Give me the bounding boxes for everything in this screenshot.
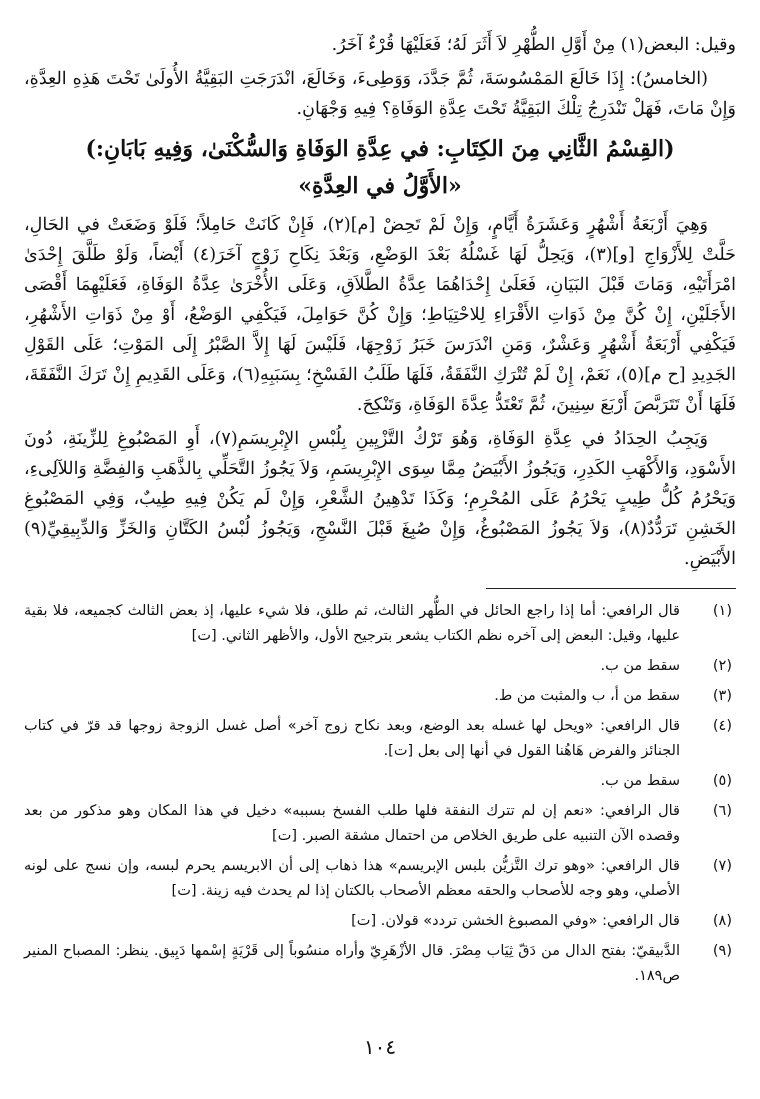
body-paragraph-1: وَهِيَ أَرْبَعَةُ أَشْهُرٍ وَعَشَرَةُ أَيَّامٍ، وَإِنْ لَمْ تَحِضْ [م](٢)، فَإِنْ كَانَتْ حَامِلاً؛ فَلَوْ وَضَعَتْ في الحَالِ، حَلَّتْ لِلأَزْوَاجِ [و](٣)، وَيَحِلُّ لَهَا غَسْلُهُ بَعْدَ الوَضْعِ، وَبَعْدَ نِكَاحِ زَوْجٍ آخَرَ(٤) أَيْضاً، وَلَوْ طَلَّقَ إِحْدَىٰ امْرَأَتَيْهِ، وَمَاتَ قَبْلَ البَيَانِ، فَعَلَىٰ إِحْدَاهُمَا عِدَّةُ الطَّلاَقِ، وَعَلَى الأُخْرَىٰ عِدَّةُ الوَفَاةِ، فَعَلَيْهِمَا أَقْصَى الأَجَلَيْنِ، إِنْ كُنَّ مِنْ ذَوَاتِ الأَقْرَاءِ لِلاحْتِيَاطِ؛ وَإِنْ كُنَّ حَوَامِلَ، فَيَكْفِي الوَضْعُ، أَوْ مِنْ ذَوَاتِ الأَشْهُرِ، فَيَكْفِي أَرْبَعَةُ أَشْهُرٍ وَعَشْرٌ، وَمَنِ انْدَرَسَ خَبَرُ زَوْجِهَا، فَلَيْسَ لَهَا إِلاَّ الصَّبْرُ إِلَى المَوْتِ؛ عَلَى القَوْلِ الجَدِيدِ [ح م](٥)، نَعَمْ، إِنْ لَمْ تُتْرَكِ النَّفَقَةُ، فَلَهَا طَلَبُ الفَسْخِ؛ بِسَبَبِهِ(٦)، وَعَلَى القَدِيمِ إِنْ تَرَكَ النَّفَقَةَ، فَلَهَا أَنْ تَتَرَبَّصَ أَرْبَعَ سِنِينَ، ثُمَّ تَعْتَدُّ عِدَّةَ الوَفَاةِ، وَتَنْكِحَ.	[24, 215, 736, 415]
page	[24, 30, 736, 1099]
footnotes	[24, 599, 736, 989]
footnote	[24, 599, 736, 649]
footnote-text: سقط من ب.	[600, 773, 680, 789]
section-heading: (القِسْمُ الثَّانِي مِنَ الكِتَابِ: في عِدَّةِ الوَفَاةِ وَالسُّكْنَىٰ، وَفِيهِ بَابَانِ:)	[85, 136, 675, 162]
footnote-text: قال الرافعي: «ويحل لها غسله بعد الوضع، وبعد نكاح زوج آخر» أصل غسل الزوجة زوجها قد قرّ في كتاب الجنائز والفرض هَاهُنا القول في أنها إلى بعل [ت].	[24, 718, 680, 759]
footnote-number: (٨)	[712, 913, 732, 929]
footnote	[24, 854, 736, 904]
paragraph-1: وقيل: البعض(١) مِنْ أَوَّلِ الطُّهْرِ لاَ أَثَرَ لَهُ؛ فَعَلَيْهَا قُرْءٌ آخَرُ.	[331, 35, 736, 55]
footnote-text: قال الرافعي: «نعم إن لم تترك النفقة فلها طلب الفسخ بسببه» دخيل في هذا المكان وهو مذكور من بعد وقصده الآن التنبيه على طريق الخلاص من احتمال مشقة الصبر. [ت]	[24, 803, 680, 844]
footnote-text: قال الرافعي: «وفي المصبوغ الخشن تردد» قولان. [ت]	[351, 913, 680, 929]
footnote-text: سقط من ب.	[600, 658, 680, 674]
footnote-text: قال الرافعي: «وهو ترك التَّزيُّن بلبس الإبريسم» هذا ذهاب إلى أن الابريسم يحرم لبسه، وإن نسج على لونه الأصلي، وهو وجه للأصحاب والحقه معظم الأصحاب بالكتان إذا لم يحدث فيه زينة. [ت]	[24, 858, 680, 899]
footnote-number: (٦)	[712, 803, 732, 819]
footnote	[24, 769, 736, 794]
footnote-separator	[486, 588, 736, 589]
footnote-number: (٤)	[712, 718, 732, 734]
body-paragraph-2: وَيَجِبُ الحِدَادُ في عِدَّةِ الوَفَاةِ، وَهُوَ تَرْكُ التَّزْيِينِ بِلُبْسِ الإِبْرِيسَمِ(٧)، أَوِ المَصْبُوغِ لِلزِّينَةِ، دُونَ الأَسْوَدِ، وَالأَكْهَبِ الكَدِرِ، وَيَجُوزُ الأَبْيَضُ مِمَّا سِوَى الإِبْرِيسَمِ، وَلاَ يَجُوزُ التَّحَلِّي بِالذَّهَبِ وَالفِضَّةِ وَاللآلِىءِ، وَيَحْرُمُ كُلُّ طِيبٍ يَحْرُمُ عَلَى المُحْرِمِ؛ وَكَذَا تَدْهِينُ الشَّعْرِ، وَإِنْ لَم يَكُنْ فِيهِ طِيبٌ، وَفِي المَصْبُوغِ الخَشِنِ تَرَدُّدٌ(٨)، وَلاَ يَجُوزُ المَصْبُوغُ، وَإِنْ صُبِغَ قَبْلَ النَّسْجِ، وَيَجُوزُ لُبْسُ الكَتَّانِ وَالخَزِّ وَالدِّبِيقِيِّ(٩) الأَبْيَضِ.	[24, 429, 736, 569]
footnote-number: (٧)	[712, 858, 732, 874]
footnote	[24, 714, 736, 764]
footnote	[24, 909, 736, 934]
footnote-number: (٢)	[712, 658, 732, 674]
page-number: ١٠٤	[363, 1035, 397, 1059]
footnote-number: (٣)	[712, 688, 732, 704]
footnote	[24, 684, 736, 709]
footnote-text: الدَّبيقيّ: بفتح الدال من دَقّ ثِيَاب مِصْرَ. قال الأزْهَرِيّ وأراه منسُوباً إلى قَرْيَةٍ إسْمها دَبِيق. ينظر: المصباح المنير ص١٨٩.	[24, 943, 680, 984]
footnote	[24, 939, 736, 989]
sub-heading: «الأَوَّلُ في العِدَّةِ»	[298, 173, 462, 199]
footnote	[24, 654, 736, 679]
footnote-text: سقط من أ، ب والمثبت من ط.	[494, 688, 680, 704]
footnote-text: قال الرافعي: أما إذا راجع الحائل في الطُّهر الثالث، ثم طلق، فلا شيء عليها، إذ بعض الثالث كجميعه، فلا بقية عليها، وقيل: البعض إلى آخره نظم الكتاب يشعر بترجيح الأول، والأظهر الثاني. [ت]	[24, 603, 680, 644]
footnote-number: (١)	[712, 603, 732, 619]
footnote-number: (٥)	[712, 773, 732, 789]
footnote-number: (٩)	[712, 943, 732, 959]
paragraph-2: (الخامسُ): إِذَا خَالَعَ المَمْسُوسَةَ، ثُمَّ جَدَّدَ، وَوَطِىءَ، وَخَالَعَ، انْدَرَجَتِ البَقِيَّةُ الأُولَىٰ تَحْتَ هَذِهِ العِدَّةِ، وَإِنْ مَاتَ، فَهَلْ تَنْدَرِجُ تِلْكَ البَقِيَّةُ تَحْتَ عِدَّةِ الوَفَاةِ؟ فِيهِ وَجْهَانِ.	[24, 69, 736, 119]
footnote	[24, 799, 736, 849]
